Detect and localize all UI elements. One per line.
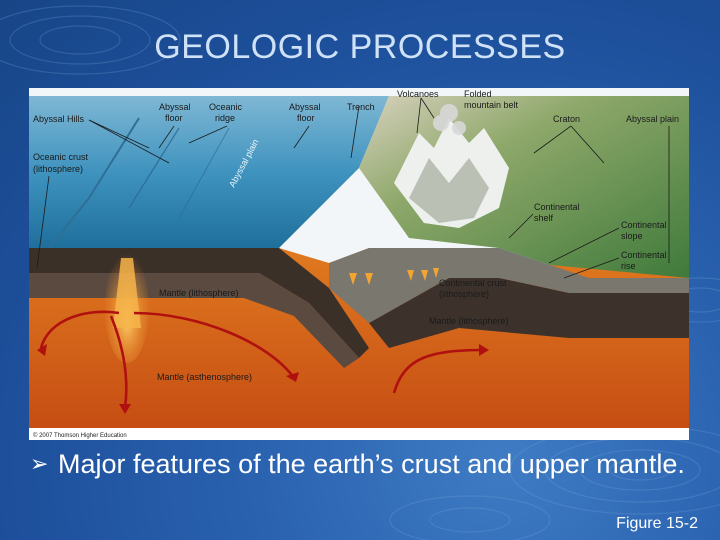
label-abyssal-hills: Abyssal Hills	[33, 114, 85, 124]
label-continental-shelf-sub: shelf	[534, 213, 554, 223]
label-oceanic-ridge-sub: ridge	[215, 113, 236, 123]
arrow-bullet-icon: ➢	[30, 451, 49, 476]
label-mantle-lithosphere-left: Mantle (lithosphere)	[159, 288, 239, 298]
slide-title: GEOLOGIC PROCESSES	[154, 28, 566, 66]
label-abyssal-floor-1-sub: floor	[165, 113, 183, 123]
label-continental-slope-sub: slope	[621, 231, 643, 241]
label-abyssal-floor-1: Abyssal	[159, 102, 191, 112]
label-mantle-lithosphere-right: Mantle (lithosphere)	[429, 316, 509, 326]
cross-section-figure	[29, 88, 689, 440]
label-abyssal-floor-2-sub: floor	[297, 113, 315, 123]
label-abyssal-plain-sea: Abyssal plain	[226, 137, 261, 189]
label-volcanoes: Volcanoes	[397, 89, 439, 99]
crust-mantle-diagram	[29, 88, 689, 440]
label-folded-sub: mountain belt	[464, 100, 519, 110]
label-oceanic-ridge: Oceanic	[209, 102, 243, 112]
label-mantle-asthenosphere: Mantle (asthenosphere)	[157, 372, 253, 382]
label-craton: Craton	[553, 114, 581, 124]
label-abyssal-floor-2: Abyssal	[289, 102, 321, 112]
copyright-text: © 2007 Thomson Higher Education	[33, 433, 127, 439]
label-oceanic-crust: Oceanic crust	[33, 152, 89, 162]
label-abyssal-plain-top: Abyssal plain	[626, 114, 680, 124]
label-continental-rise: Continental	[621, 250, 667, 260]
bullet-text: Major features of the earth’s crust and upper mantle.	[58, 449, 685, 479]
label-oceanic-crust-sub: (lithosphere)	[33, 164, 84, 174]
label-continental-slope: Continental	[621, 220, 667, 230]
label-folded: Folded	[464, 89, 492, 99]
copyright-strip	[29, 428, 689, 440]
label-trench: Trench	[347, 102, 375, 112]
label-continental-rise-sub: rise	[621, 261, 636, 271]
figure-caption: Figure 15-2	[616, 515, 698, 532]
label-continental-crust: Continental crust	[439, 278, 507, 288]
label-continental-shelf: Continental	[534, 202, 580, 212]
label-continental-crust-sub: (lithosphere)	[439, 289, 490, 299]
